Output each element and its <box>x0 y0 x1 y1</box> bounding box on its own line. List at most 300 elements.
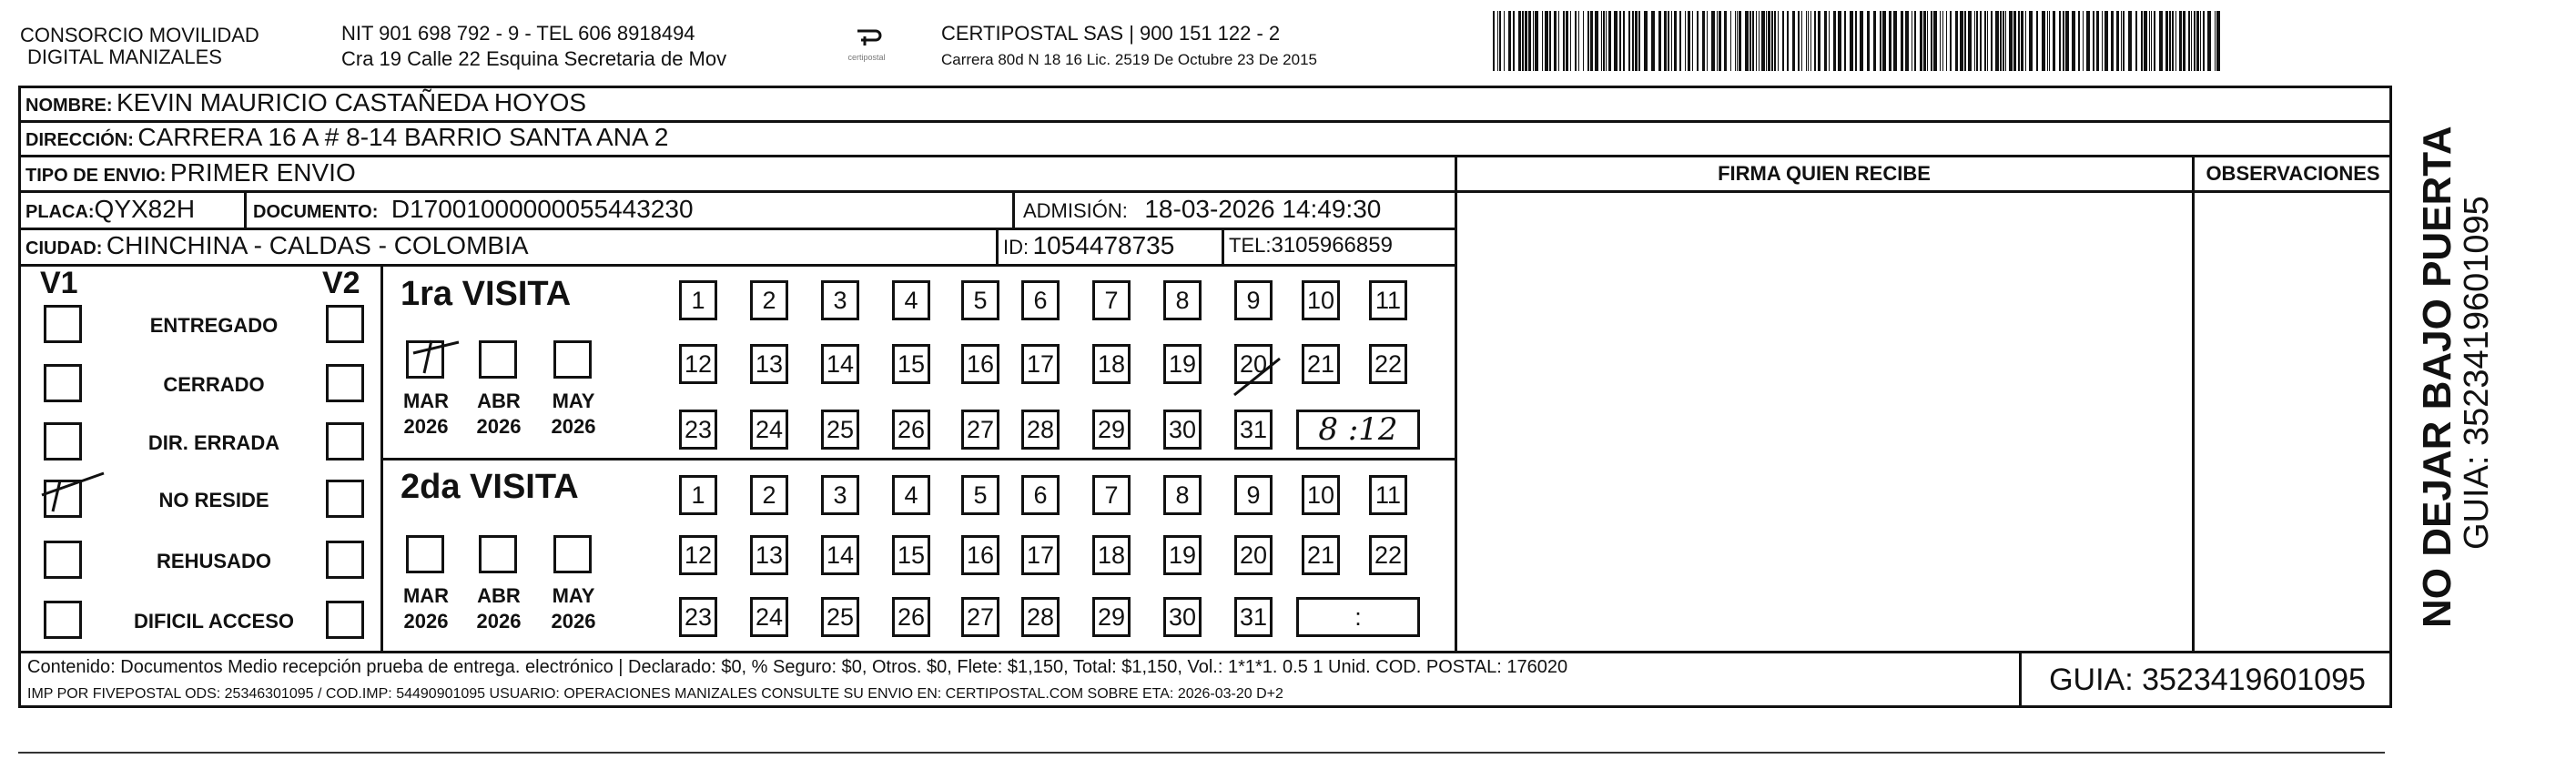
barcode-bar <box>1850 11 1853 71</box>
barcode-bar <box>1549 11 1551 71</box>
barcode-bar <box>1563 11 1565 71</box>
first-visit-day-box[interactable]: 21 <box>1302 344 1340 384</box>
send-type-row <box>25 157 356 193</box>
barcode-bar <box>2121 11 2122 71</box>
admission-field: ADMISIÓN: 18-03-2026 14:49:30 <box>1023 195 1382 223</box>
first-visit-day-box[interactable]: 22 <box>1369 344 1407 384</box>
barcode-bar <box>1798 11 1800 71</box>
barcode-bar <box>2144 11 2147 71</box>
barcode-bar <box>1702 11 1705 71</box>
barcode-bar <box>2021 11 2023 71</box>
second-visit-day-box[interactable]: 16 <box>961 535 999 575</box>
barcode-bar <box>1578 11 1579 71</box>
first-visit-time-box[interactable]: 8 :12 <box>1296 410 1420 450</box>
barcode-bar <box>2086 11 2090 71</box>
v1-status-checkbox[interactable] <box>44 541 82 579</box>
first-visit-day-box[interactable]: 20 <box>1234 344 1273 384</box>
nit-line: NIT 901 698 792 - 9 - TEL 606 8918494 <box>341 22 695 45</box>
barcode-bar <box>1688 11 1690 71</box>
barcode-bar <box>1901 11 1903 71</box>
barcode-bar <box>2009 11 2013 71</box>
second-visit-day-box[interactable]: 31 <box>1234 597 1273 637</box>
first-visit-day-box[interactable]: 24 <box>750 410 788 450</box>
company-name-line1: CONSORCIO MOVILIDAD <box>20 24 259 46</box>
barcode-bar <box>1818 11 1820 71</box>
admission-value: 18-03-2026 14:49:30 <box>1144 195 1382 223</box>
barcode-bar <box>1719 11 1721 71</box>
barcode-bar <box>1685 11 1686 71</box>
first-visit-day-box[interactable]: 16 <box>961 344 999 384</box>
barcode-bar <box>2203 11 2205 71</box>
barcode-bar <box>1671 11 1672 71</box>
barcode-bar <box>1737 11 1738 71</box>
barcode-bar <box>2042 11 2045 71</box>
barcode-bar <box>2063 11 2064 71</box>
barcode-bar <box>1674 11 1677 71</box>
first-visit-month-label: MAY <box>552 390 595 412</box>
barcode-bar <box>1889 11 1891 71</box>
barcode-bar <box>1635 11 1638 71</box>
barcode-bar <box>1735 11 1736 71</box>
barcode-bar <box>1880 11 1881 71</box>
company-name-line2: DIGITAL MANIZALES <box>27 46 222 68</box>
first-visit-day-box[interactable]: 4 <box>892 280 930 320</box>
first-visit-day-box[interactable]: 12 <box>679 344 717 384</box>
barcode-bar <box>1590 11 1593 71</box>
document-field: DOCUMENTO: D17001000000055443230 <box>253 195 694 223</box>
id-value: 1054478735 <box>1032 231 1175 259</box>
barcode-bar <box>2191 11 2192 71</box>
barcode-bar <box>1497 11 1498 71</box>
carrier-line1: CERTIPOSTAL SAS | 900 151 122 - 2 <box>941 22 1281 45</box>
first-visit-day-box[interactable]: 19 <box>1163 344 1202 384</box>
barcode-bar <box>1792 11 1795 71</box>
second-visit-day-box[interactable]: 25 <box>821 597 859 637</box>
barcode-bar <box>2183 11 2186 71</box>
recipient-address: CARRERA 16 A # 8-14 BARRIO SANTA ANA 2 <box>137 123 669 151</box>
first-visit-month-checkbox[interactable] <box>479 340 517 379</box>
first-visit-day-box[interactable]: 27 <box>961 410 999 450</box>
barcode-bar <box>1493 11 1495 71</box>
barcode-bar <box>1583 11 1584 71</box>
signature-header: FIRMA QUIEN RECIBE <box>1718 162 1931 185</box>
barcode-bar <box>1632 11 1634 71</box>
first-visit-day-box[interactable]: 1 <box>679 280 717 320</box>
barcode-bar <box>2029 11 2033 71</box>
barcode-bar <box>1619 11 1621 71</box>
barcode-bar <box>1801 11 1802 71</box>
barcode-bar <box>1601 11 1602 71</box>
first-visit-day-box[interactable]: 5 <box>961 280 999 320</box>
recipient-name: KEVIN MAURICIO CASTAÑEDA HOYOS <box>117 88 587 116</box>
barcode-bar <box>1927 11 1928 71</box>
v2-status-checkbox[interactable] <box>326 541 364 579</box>
v2-status-checkbox[interactable] <box>326 480 364 518</box>
barcode-bar <box>1542 11 1543 71</box>
barcode-bar <box>1587 11 1589 71</box>
first-visit-day-box[interactable]: 3 <box>821 280 859 320</box>
barcode-bar <box>2194 11 2196 71</box>
barcode-bar <box>2128 11 2132 71</box>
barcode-bar <box>2135 11 2137 71</box>
first-visit-day-box[interactable]: 15 <box>892 344 930 384</box>
barcode-bar <box>1933 11 1937 71</box>
barcode-bar <box>1717 11 1718 71</box>
second-visit-day-box[interactable]: 2 <box>750 475 788 515</box>
barcode-bar <box>1628 11 1630 71</box>
barcode-bar <box>1749 11 1751 71</box>
tracking-barcode <box>1493 11 2221 71</box>
city-field: CIUDAD: CHINCHINA - CALDAS - COLOMBIA <box>25 231 529 259</box>
v2-status-checkbox[interactable] <box>326 422 364 460</box>
first-visit-day-box[interactable]: 29 <box>1092 410 1131 450</box>
first-visit-day-box[interactable]: 8 <box>1163 280 1202 320</box>
second-visit-day-box[interactable]: 30 <box>1163 597 1202 637</box>
barcode-bar <box>2036 11 2038 71</box>
second-visit-day-box[interactable]: 24 <box>750 597 788 637</box>
second-visit-day-box[interactable]: 15 <box>892 535 930 575</box>
barcode-bar <box>1766 11 1767 71</box>
barcode-bar <box>2149 11 2150 71</box>
barcode-bar <box>1984 11 1986 71</box>
send-type: PRIMER ENVIO <box>169 158 356 187</box>
barcode-bar <box>1893 11 1897 71</box>
barcode-bar <box>2216 11 2220 71</box>
barcode-bar <box>1651 11 1655 71</box>
send-type-label: TIPO DE ENVIO: <box>25 166 167 186</box>
barcode-bar <box>1946 11 1947 71</box>
second-visit-month-checkbox[interactable] <box>479 535 517 573</box>
barcode-bar <box>1778 11 1779 71</box>
second-visit-day-box[interactable]: 8 <box>1163 475 1202 515</box>
barcode-bar <box>1759 11 1760 71</box>
barcode-bar <box>1692 11 1693 71</box>
side-guide-number: GUIA: 3523419601095 <box>2458 196 2496 550</box>
barcode-bar <box>1664 11 1667 71</box>
barcode-bar <box>2196 11 2199 71</box>
second-visit-day-box[interactable]: 4 <box>892 475 930 515</box>
first-visit-day-box[interactable]: 10 <box>1302 280 1340 320</box>
second-visit-month-label: MAY <box>552 584 595 607</box>
first-visit-day-box[interactable]: 9 <box>1234 280 1273 320</box>
first-visit-day-box[interactable]: 6 <box>1021 280 1060 320</box>
barcode-bar <box>1623 11 1625 71</box>
first-visit-day-box[interactable]: 17 <box>1021 344 1060 384</box>
second-visit-day-box[interactable]: 10 <box>1302 475 1340 515</box>
barcode-bar <box>2207 11 2211 71</box>
barcode-bar <box>2093 11 2094 71</box>
plate-value: QYX82H <box>94 195 196 223</box>
barcode-bar <box>1761 11 1765 71</box>
barcode-bar <box>1923 11 1926 71</box>
barcode-bar <box>2200 11 2201 71</box>
barcode-bar <box>1833 11 1836 71</box>
barcode-bar <box>1638 11 1640 71</box>
barcode-bar <box>1920 11 1922 71</box>
second-visit-day-box[interactable]: 17 <box>1021 535 1060 575</box>
document-value: D17001000000055443230 <box>390 195 694 223</box>
first-visit-day-box[interactable]: 26 <box>892 410 930 450</box>
barcode-bar <box>1745 11 1749 71</box>
observations-header: OBSERVACIONES <box>2206 162 2380 185</box>
barcode-bar <box>1679 11 1681 71</box>
barcode-bar <box>1882 11 1886 71</box>
barcode-bar <box>1829 11 1830 71</box>
v2-status-checkbox[interactable] <box>326 364 364 402</box>
barcode-bar <box>2053 11 2055 71</box>
second-visit-day-box[interactable]: 18 <box>1092 535 1131 575</box>
barcode-bar <box>1931 11 1932 71</box>
barcode-bar <box>2005 11 2006 71</box>
barcode-bar <box>1810 11 1811 71</box>
barcode-bar <box>1768 11 1770 71</box>
barcode-bar <box>1545 11 1548 71</box>
handwritten-check-no-reside <box>36 464 109 528</box>
certipostal-logo <box>830 24 903 69</box>
no-under-door-warning: NO DEJAR BAJO PUERTA <box>2415 126 2459 628</box>
barcode-bar <box>1603 11 1605 71</box>
barcode-bar <box>2049 11 2050 71</box>
first-visit-day-box[interactable]: 31 <box>1234 410 1273 450</box>
barcode-bar <box>1787 11 1789 71</box>
barcode-bar <box>1808 11 1809 71</box>
tel-field: TEL:3105966859 <box>1229 233 1393 258</box>
second-visit-day-box[interactable]: 11 <box>1369 475 1407 515</box>
handwritten-check-mar <box>401 331 473 386</box>
barcode-bar <box>2047 11 2048 71</box>
barcode-bar <box>1756 11 1757 71</box>
barcode-bar <box>2065 11 2069 71</box>
barcode-bar <box>1644 11 1648 71</box>
carrier-line2: Carrera 80d N 18 16 Lic. 2519 De Octubre 23 De 2015 <box>941 51 1317 68</box>
first-visit-month-label: MAR <box>402 390 450 412</box>
print-info: IMP POR FIVEPOSTAL ODS: 25346301095 / COD.IMP: 54490901095 USUARIO: OPERACIONES MANIZALES CONSULTE SU ENVIO EN: CERTIPOSTAL.COM SOBRE ETA: 2026-03-20 D+2 <box>27 686 1283 702</box>
barcode-bar <box>1867 11 1870 71</box>
barcode-bar <box>1608 11 1611 71</box>
company-address: Cra 19 Calle 22 Esquina Secretaria de Mov <box>341 47 727 70</box>
barcode-bar <box>1513 11 1515 71</box>
second-visit-day-box[interactable]: 20 <box>1234 535 1273 575</box>
v2-label: V2 <box>322 266 360 300</box>
first-visit-day-box[interactable]: 25 <box>821 410 859 450</box>
id-field: ID: 1054478735 <box>1003 231 1175 259</box>
barcode-bar <box>1995 11 1999 71</box>
barcode-bar <box>2104 11 2108 71</box>
barcode-bar <box>1724 11 1727 71</box>
second-visit-month-checkbox[interactable] <box>553 535 592 573</box>
barcode-bar <box>2151 11 2152 71</box>
barcode-bar <box>2179 11 2182 71</box>
second-visit-day-box[interactable]: 19 <box>1163 535 1202 575</box>
first-visit-day-box[interactable]: 14 <box>821 344 859 384</box>
second-visit-month-label: MAR <box>402 584 450 607</box>
barcode-bar <box>1950 11 1952 71</box>
plate-field: PLACA:QYX82H <box>25 195 196 223</box>
second-visit-day-box[interactable]: 13 <box>750 535 788 575</box>
second-visit-day-box[interactable]: 7 <box>1092 475 1131 515</box>
second-visit-day-box[interactable]: 21 <box>1302 535 1340 575</box>
v1-status-checkbox[interactable] <box>44 364 82 402</box>
barcode-bar <box>1730 11 1731 71</box>
barcode-bar <box>2141 11 2143 71</box>
address-label: DIRECCIÓN: <box>25 130 134 150</box>
barcode-bar <box>1860 11 1863 71</box>
second-visit-day-box[interactable]: 26 <box>892 597 930 637</box>
barcode-bar <box>1518 11 1521 71</box>
first-visit-day-box[interactable]: 7 <box>1092 280 1131 320</box>
first-visit-day-box[interactable]: 13 <box>750 344 788 384</box>
v1-status-checkbox[interactable] <box>44 305 82 343</box>
barcode-bar <box>1955 11 1958 71</box>
barcode-bar <box>1697 11 1699 71</box>
barcode-bar <box>2102 11 2103 71</box>
barcode-bar <box>1535 11 1538 71</box>
barcode-bar <box>1838 11 1841 71</box>
barcode-bar <box>2018 11 2020 71</box>
status-label: DIFICIL ACCESO <box>133 610 294 632</box>
content-summary: Contenido: Documentos Medio recepción prueba de entrega. electrónico | Declarado: $0, % Seguro: $0, Otros. $0, Flete: $1,150, Total: $1,150, Vol.: 1*1*1. 0.5 1 Unid. COD. POSTAL: 176020 <box>27 657 1568 677</box>
first-visit-day-box[interactable]: 28 <box>1021 410 1060 450</box>
tel-value: 3105966859 <box>1271 233 1393 258</box>
barcode-bar <box>1974 11 1975 71</box>
second-visit-day-box[interactable]: 28 <box>1021 597 1060 637</box>
barcode-bar <box>1504 11 1505 71</box>
second-visit-day-box[interactable]: 12 <box>679 535 717 575</box>
barcode-bar <box>2154 11 2155 71</box>
barcode-bar <box>1905 11 1909 71</box>
barcode-bar <box>1739 11 1741 71</box>
second-visit-year-label: 2026 <box>476 610 522 632</box>
name-label: NOMBRE: <box>25 96 113 116</box>
barcode-bar <box>1976 11 1978 71</box>
barcode-bar <box>2111 11 2114 71</box>
barcode-bar <box>1711 11 1715 71</box>
barcode-bar <box>2013 11 2016 71</box>
second-visit-time-box[interactable]: : <box>1296 597 1420 637</box>
barcode-bar <box>1844 11 1846 71</box>
second-visit-day-box[interactable]: 1 <box>679 475 717 515</box>
second-visit-year-label: 2026 <box>551 610 596 632</box>
handwritten-mark-day-20 <box>1227 349 1291 404</box>
barcode-bar <box>1528 11 1531 71</box>
barcode-bar <box>1940 11 1941 71</box>
barcode-bar <box>1914 11 1916 71</box>
city-value: CHINCHINA - CALDAS - COLOMBIA <box>106 231 529 259</box>
barcode-bar <box>1960 11 1963 71</box>
first-visit-month-checkbox[interactable] <box>553 340 592 379</box>
barcode-bar <box>1991 11 1993 71</box>
barcode-bar <box>1570 11 1571 71</box>
second-visit-day-box[interactable]: 14 <box>821 535 859 575</box>
barcode-bar <box>1964 11 1966 71</box>
v2-status-checkbox[interactable] <box>326 601 364 639</box>
second-visit-day-box[interactable]: 5 <box>961 475 999 515</box>
second-visit-day-box[interactable]: 3 <box>821 475 859 515</box>
status-label: NO RESIDE <box>158 489 269 511</box>
barcode-bar <box>2059 11 2061 71</box>
barcode-bar <box>2003 11 2004 71</box>
barcode-bar <box>2000 11 2002 71</box>
second-visit-day-box[interactable]: 6 <box>1021 475 1060 515</box>
v2-status-checkbox[interactable] <box>326 305 364 343</box>
barcode-bar <box>2078 11 2080 71</box>
barcode-bar <box>1668 11 1669 71</box>
barcode-bar <box>2096 11 2099 71</box>
address-row <box>25 122 668 157</box>
barcode-bar <box>2123 11 2125 71</box>
barcode-bar <box>1806 11 1807 71</box>
barcode-bar <box>2175 11 2176 71</box>
logo-caption: certipostal <box>847 53 886 62</box>
barcode-bar <box>1614 11 1618 71</box>
second-visit-year-label: 2026 <box>403 610 449 632</box>
barcode-bar <box>1855 11 1857 71</box>
name-row <box>25 87 586 123</box>
barcode-bar <box>1771 11 1773 71</box>
barcode-bar <box>1824 11 1827 71</box>
barcode-bar <box>1980 11 1982 71</box>
barcode-bar <box>1575 11 1577 71</box>
second-visit-month-label: ABR <box>477 584 521 607</box>
barcode-bar <box>2215 11 2216 71</box>
v1-status-checkbox[interactable] <box>44 422 82 460</box>
barcode-bar <box>1814 11 1816 71</box>
barcode-bar <box>2188 11 2190 71</box>
first-visit-day-box[interactable]: 2 <box>750 280 788 320</box>
barcode-bar <box>1987 11 1988 71</box>
barcode-bar <box>2025 11 2026 71</box>
barcode-bar <box>2165 11 2168 71</box>
barcode-bar <box>2072 11 2075 71</box>
second-visit-day-box[interactable]: 9 <box>1234 475 1273 515</box>
second-visit-day-box[interactable]: 23 <box>679 597 717 637</box>
v1-status-checkbox[interactable] <box>44 601 82 639</box>
second-visit-day-box[interactable]: 29 <box>1092 597 1131 637</box>
first-visit-day-box[interactable]: 30 <box>1163 410 1202 450</box>
first-visit-day-box[interactable]: 23 <box>679 410 717 450</box>
second-visit-day-box[interactable]: 27 <box>961 597 999 637</box>
first-visit-day-box[interactable]: 11 <box>1369 280 1407 320</box>
barcode-bar <box>1774 11 1776 71</box>
barcode-bar <box>1752 11 1754 71</box>
barcode-bar <box>1522 11 1524 71</box>
barcode-bar <box>1942 11 1943 71</box>
barcode-bar <box>1566 11 1568 71</box>
barcode-bar <box>1533 11 1534 71</box>
second-visit-title: 2da VISITA <box>401 468 579 506</box>
barcode-bar <box>1508 11 1511 71</box>
barcode-bar <box>1525 11 1527 71</box>
v1-label: V1 <box>40 266 78 300</box>
barcode-bar <box>2172 11 2174 71</box>
first-visit-day-box[interactable]: 18 <box>1092 344 1131 384</box>
first-visit-month-label: ABR <box>477 390 521 412</box>
status-label: ENTREGADO <box>149 314 279 337</box>
second-visit-month-checkbox[interactable] <box>406 535 444 573</box>
barcode-bar <box>2083 11 2084 71</box>
barcode-bar <box>1782 11 1784 71</box>
second-visit-day-box[interactable]: 22 <box>1369 535 1407 575</box>
guide-number-box: GUIA: 3523419601095 <box>2049 663 2366 697</box>
barcode-bar <box>1606 11 1607 71</box>
barcode-bar <box>1707 11 1708 71</box>
barcode-bar <box>1658 11 1661 71</box>
barcode-bar <box>2116 11 2119 71</box>
first-visit-year-label: 2026 <box>403 415 449 438</box>
barcode-bar <box>2169 11 2171 71</box>
status-label: REHUSADO <box>157 550 271 572</box>
first-visit-year-label: 2026 <box>551 415 596 438</box>
